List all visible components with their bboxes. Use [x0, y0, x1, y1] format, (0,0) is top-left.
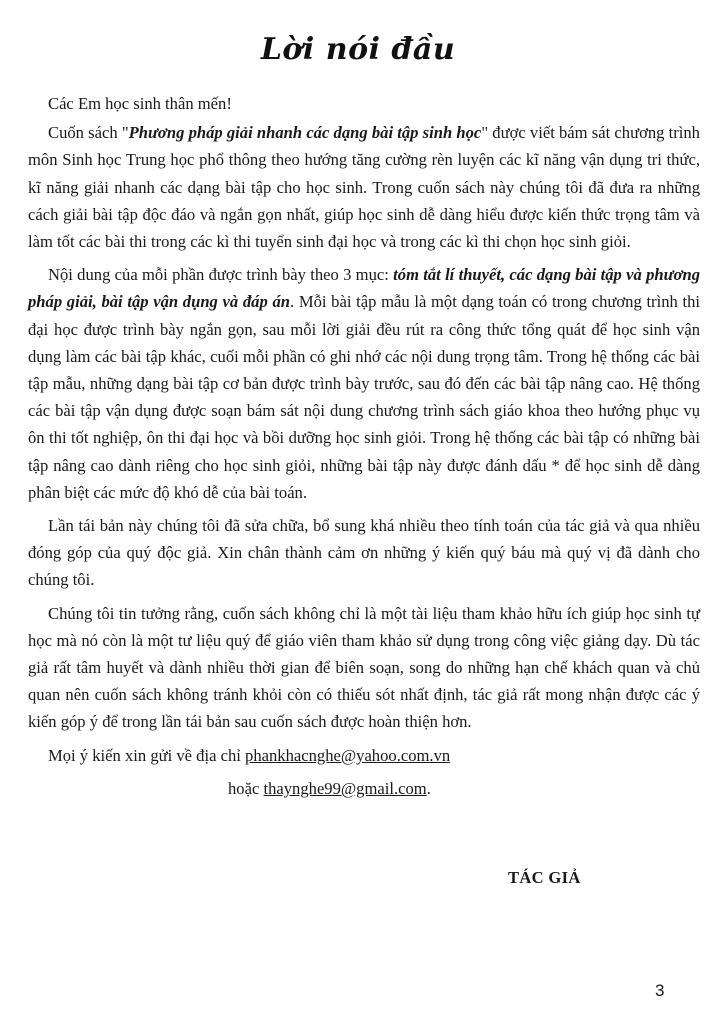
- paragraph-content-post: . Mỗi bài tập mẫu là một dạng toán có trong chương trình thi đại học được trình bày ngắn gọn, sau mỗi lời giải đều rút ra công thức tổng quát để học sinh vận dụng làm các bài tập khác, cuối mỗi phần có ghi nhớ các nội dung trọng tâm. Trong hệ thống các bài tập mẫu, những dạng bài tập cơ bản được trình bày trước, sau đó đến các bài tập nâng cao. Hệ thống các bài tập vận dụng được soạn bám sát nội dung chương trình sách giáo khoa theo hướng phục vụ ôn thi tốt nghiệp, ôn thi đại học và bồi dưỡng học sinh giỏi. Trong hệ thống các bài tập có những bài tập nâng cao dành riêng cho học sinh giỏi, những bài tập này được đánh dấu * để học sinh dễ dàng phân biệt các mức độ khó dễ của bài toán.: [28, 292, 700, 502]
- paragraph-intro: [28, 119, 700, 255]
- contact-line-1-text: Mọi ý kiến xin gửi về địa chỉ: [48, 745, 246, 765]
- greeting: Các Em học sinh thân mến!: [48, 94, 232, 113]
- content-sections-emphasis: tóm tắt lí thuyết, các dạng bài tập và phương pháp giải, bài tập vận dụng và đáp án: [28, 265, 700, 312]
- book-title: Phương pháp giải nhanh các dạng bài tập sinh học: [128, 123, 482, 143]
- paragraph-intro-pre: Cuốn sách ": [48, 123, 129, 143]
- paragraph-content-pre: Nội dung của mỗi phần được trình bày theo 3 mục:: [48, 265, 394, 285]
- email-link-gmail[interactable]: thaynghe99@gmail.com: [263, 778, 427, 798]
- paragraph-reprint: Lần tái bản này chúng tôi đã sửa chữa, bổ sung khá nhiều theo tính toán của tác giả và qua nhiều đóng góp của quý độc giả. Xin chân thành cảm ơn những ý kiến quý báu mà quý vị đã dành cho chúng tôi.: [28, 516, 700, 590]
- author-signature: TÁC GIẢ: [508, 868, 581, 887]
- preface-body: [28, 90, 700, 808]
- paragraph-belief: Chúng tôi tin tưởng rằng, cuốn sách không chỉ là một tài liệu tham khảo hữu ích giúp học sinh tự học mà nó còn là một tư liệu quý để giáo viên tham khảo sử dụng trong công việc giảng dạy. Dù tác giả rất tâm huyết và dành nhiều thời gian để biên soạn, song do những hạn chế khách quan và chủ quan nên cuốn sách không tránh khỏi còn có thiếu sót nhất định, tác giả rất mong nhận được các ý kiến góp ý để trong lần tái bản sau cuốn sách được hoàn thiện hơn.: [28, 603, 700, 732]
- contact-line-1: [28, 742, 700, 769]
- contact-line-2: [28, 775, 700, 802]
- contact-line-2-text: hoặc: [228, 778, 264, 798]
- page-title: Lời nói đầu: [260, 32, 456, 67]
- paragraph-intro-post: " được viết bám sát chương trình môn Sinh học Trung học phổ thông theo hướng tăng cường rèn luyện các kĩ năng vận dụng tri thức, kĩ năng giải nhanh các dạng bài tập cho học sinh. Trong cuốn sách này chúng tôi đã đưa ra những cách giải bài tập độc đáo và ngắn gọn nhất, giúp học sinh dễ dàng hiểu được kiến thức trọng tâm và làm tốt các bài thi trong các kì thi tuyển sinh đại học và trong các kì thi chọn học sinh giỏi.: [28, 123, 700, 252]
- contact-line-2-period: .: [426, 778, 431, 798]
- page-number: 3: [655, 981, 665, 1000]
- paragraph-content: [28, 261, 700, 506]
- email-link-yahoo[interactable]: phankhacnghe@yahoo.com.vn: [245, 745, 451, 765]
